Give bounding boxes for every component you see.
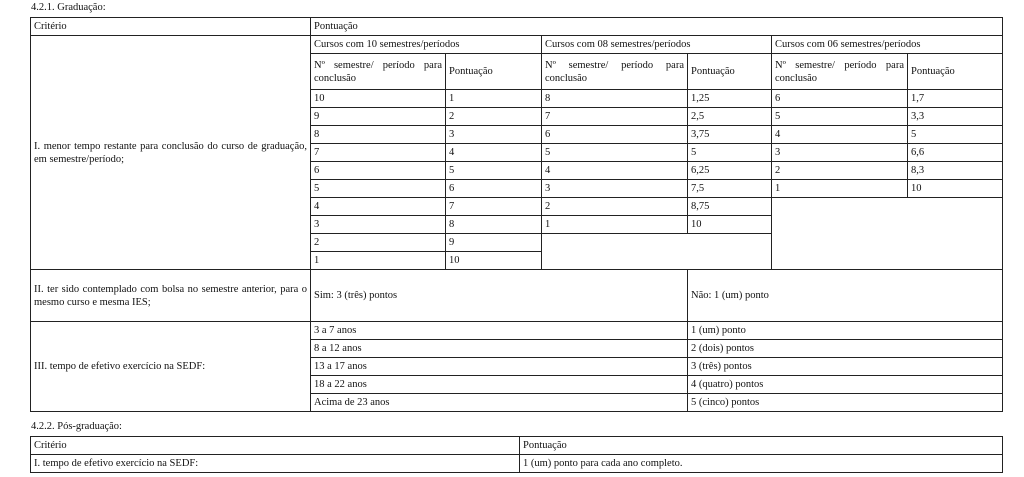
exercicio-range: Acima de 23 anos [311,394,688,412]
course-06-title: Cursos com 06 semestres/períodos [772,36,1003,54]
exercicio-points: 2 (dois) pontos [688,340,1003,358]
exercicio-range: 8 a 12 anos [311,340,688,358]
c06-empty [772,198,1003,270]
section-title-pos-graduacao: 4.2.2. Pós-graduação: [31,421,122,432]
c10-pts: 9 [446,234,542,252]
c10-pts: 5 [446,162,542,180]
c06-sem: 2 [772,162,908,180]
course-06-semester-header: Nº semestre/ período para conclusão [772,54,908,90]
c08-sem: 8 [542,90,688,108]
c08-sem: 6 [542,126,688,144]
c10-sem: 2 [311,234,446,252]
c08-sem: 4 [542,162,688,180]
c08-pts: 3,75 [688,126,772,144]
exercicio-points: 1 (um) ponto [688,322,1003,340]
c10-pts: 3 [446,126,542,144]
c10-sem: 10 [311,90,446,108]
c08-pts: 8,75 [688,198,772,216]
exercicio-range: 18 a 22 anos [311,376,688,394]
section-title-graduacao: 4.2.1. Graduação: [31,2,106,13]
c10-sem: 6 [311,162,446,180]
exercicio-range: 13 a 17 anos [311,358,688,376]
c08-sem: 5 [542,144,688,162]
c08-pts: 6,25 [688,162,772,180]
pos-criterio-header: Critério [31,437,520,455]
c08-pts: 1,25 [688,90,772,108]
c10-sem: 8 [311,126,446,144]
bolsa-sim: Sim: 3 (três) pontos [311,270,688,322]
c06-sem: 5 [772,108,908,126]
pos-criterion: I. tempo de efetivo exercício na SEDF: [31,455,520,473]
c08-empty [542,234,772,270]
course-08-semester-header: Nº semestre/ período para conclusão [542,54,688,90]
c10-pts: 8 [446,216,542,234]
c08-pts: 7,5 [688,180,772,198]
criterion-2: II. ter sido contemplado com bolsa no semestre anterior, para o mesmo curso e mesma IES; [31,270,311,322]
exercicio-range: 3 a 7 anos [311,322,688,340]
c06-pts: 1,7 [908,90,1003,108]
pos-graduacao-table [30,436,1003,473]
c10-pts: 7 [446,198,542,216]
course-10-title: Cursos com 10 semestres/períodos [311,36,542,54]
c08-sem: 1 [542,216,688,234]
c06-pts: 10 [908,180,1003,198]
c08-pts: 5 [688,144,772,162]
c06-pts: 8,3 [908,162,1003,180]
criterion-3: III. tempo de efetivo exercício na SEDF: [31,322,311,412]
course-08-points-header: Pontuação [688,54,772,90]
c10-sem: 1 [311,252,446,270]
c10-pts: 2 [446,108,542,126]
exercicio-points: 5 (cinco) pontos [688,394,1003,412]
c10-pts: 6 [446,180,542,198]
c10-sem: 4 [311,198,446,216]
c06-sem: 1 [772,180,908,198]
graduacao-table [30,17,1003,412]
c08-pts: 10 [688,216,772,234]
c08-sem: 3 [542,180,688,198]
c10-sem: 7 [311,144,446,162]
c06-pts: 6,6 [908,144,1003,162]
c10-pts: 10 [446,252,542,270]
course-06-points-header: Pontuação [908,54,1003,90]
c06-sem: 6 [772,90,908,108]
pontuacao-header: Pontuação [311,18,1003,36]
c08-sem: 7 [542,108,688,126]
exercicio-points: 3 (três) pontos [688,358,1003,376]
c08-sem: 2 [542,198,688,216]
c10-sem: 3 [311,216,446,234]
c06-pts: 3,3 [908,108,1003,126]
course-08-title: Cursos com 08 semestres/períodos [542,36,772,54]
c10-sem: 5 [311,180,446,198]
c10-pts: 4 [446,144,542,162]
c06-sem: 4 [772,126,908,144]
c06-pts: 5 [908,126,1003,144]
pos-pontuacao-header: Pontuação [520,437,1003,455]
course-10-semester-header: Nº semestre/ período para conclusão [311,54,446,90]
bolsa-nao: Não: 1 (um) ponto [688,270,1003,322]
exercicio-points: 4 (quatro) pontos [688,376,1003,394]
c10-pts: 1 [446,90,542,108]
c10-sem: 9 [311,108,446,126]
c08-pts: 2,5 [688,108,772,126]
pos-pontuacao: 1 (um) ponto para cada ano completo. [520,455,1003,473]
criterion-1: I. menor tempo restante para conclusão do curso de graduação, em semestre/período; [31,36,311,270]
course-10-points-header: Pontuação [446,54,542,90]
c06-sem: 3 [772,144,908,162]
criterio-header: Critério [31,18,311,36]
